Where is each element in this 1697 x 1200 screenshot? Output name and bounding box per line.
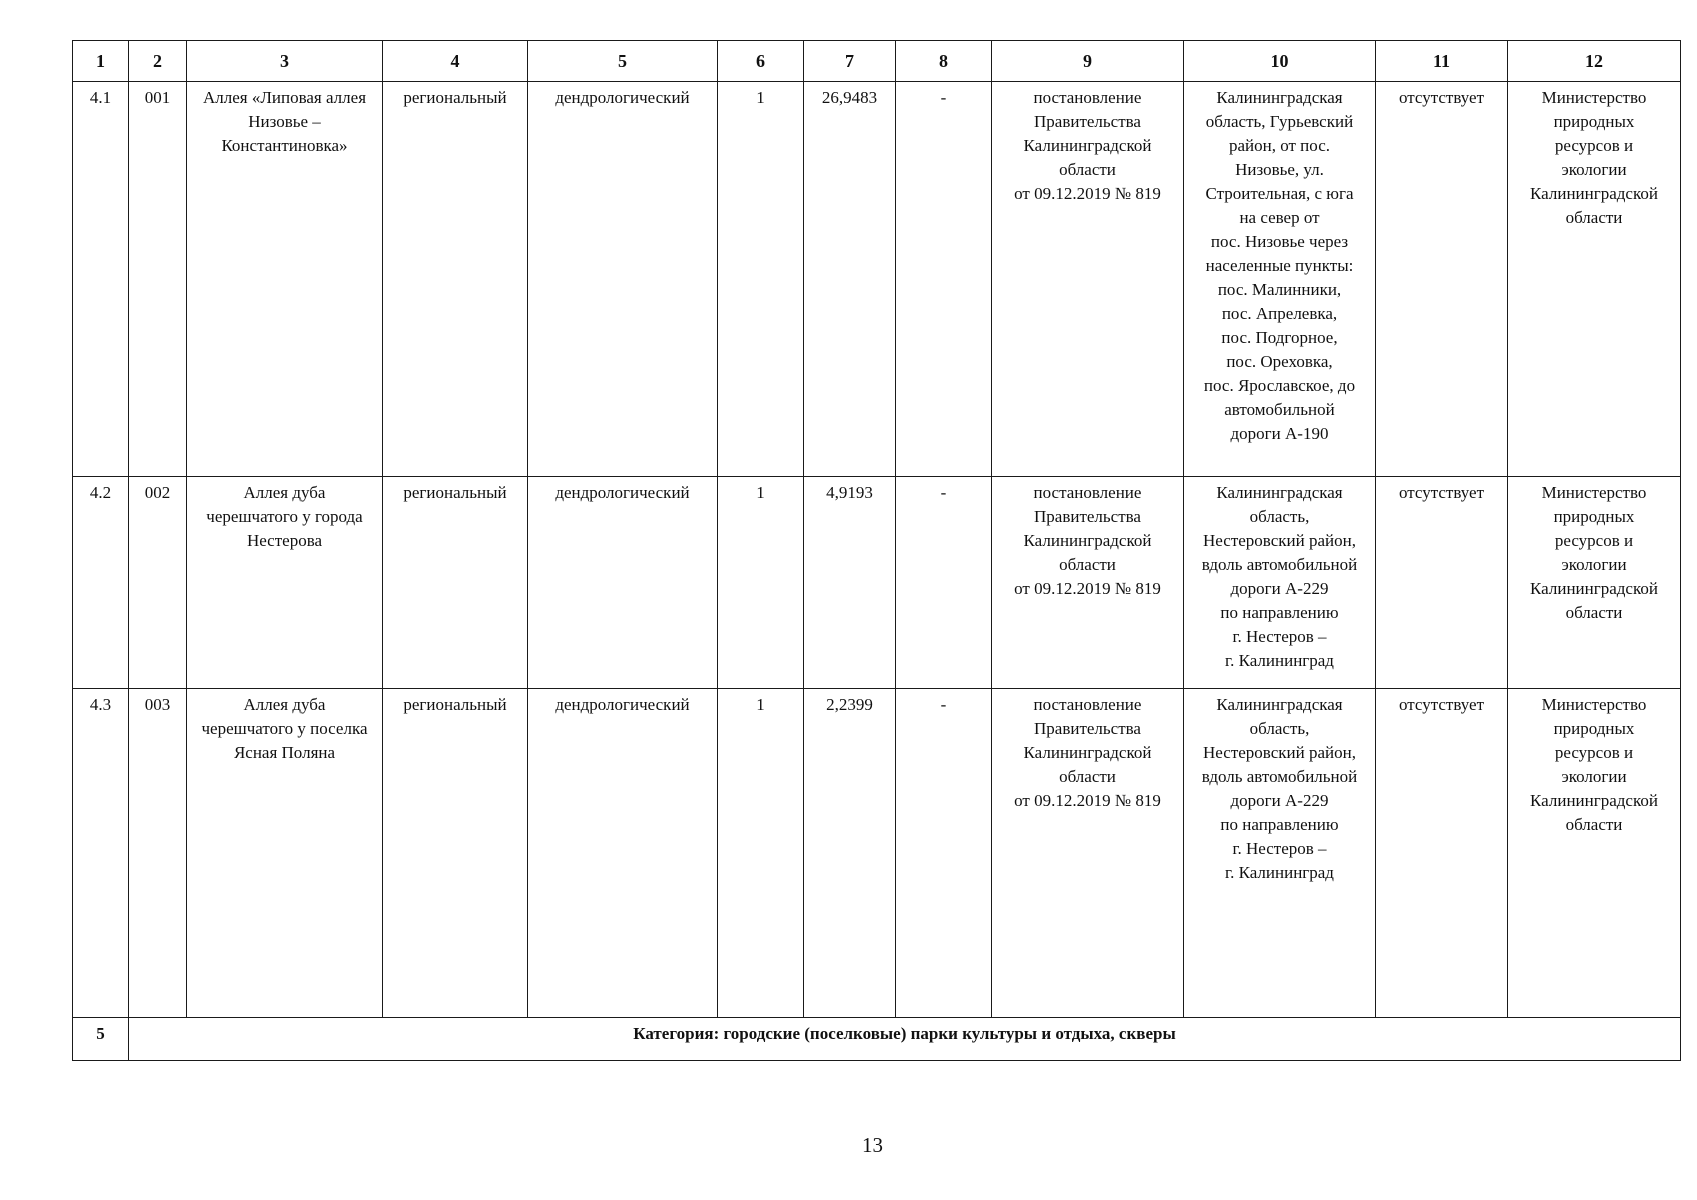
category-number: 5 — [73, 1018, 129, 1061]
founding-document: постановление Правительства Калининградской области от 09.12.2019 № 819 — [992, 477, 1184, 689]
category-row — [73, 1018, 1681, 1061]
table-header — [73, 41, 1681, 82]
column-8-value: - — [896, 82, 992, 477]
row-number: 4.3 — [73, 689, 129, 1018]
managing-authority: Министерство природных ресурсов и экологии Калининградской области — [1508, 477, 1681, 689]
row-number: 4.1 — [73, 82, 129, 477]
column-header-4: 4 — [383, 41, 528, 82]
count: 1 — [718, 82, 804, 477]
column-header-6: 6 — [718, 41, 804, 82]
significance: региональный — [383, 689, 528, 1018]
area: 26,9483 — [804, 82, 896, 477]
object-code: 003 — [129, 689, 187, 1018]
column-header-7: 7 — [804, 41, 896, 82]
row-number: 4.2 — [73, 477, 129, 689]
object-code: 001 — [129, 82, 187, 477]
table-row — [73, 82, 1681, 477]
column-header-10: 10 — [1184, 41, 1376, 82]
area: 2,2399 — [804, 689, 896, 1018]
area: 4,9193 — [804, 477, 896, 689]
founding-document: постановление Правительства Калининградской области от 09.12.2019 № 819 — [992, 82, 1184, 477]
location: Калининградская область, Нестеровский район, вдоль автомобильной дороги А-229 по направлению г. Нестеров – г. Калининград — [1184, 689, 1376, 1018]
column-header-1: 1 — [73, 41, 129, 82]
column-header-3: 3 — [187, 41, 383, 82]
column-header-8: 8 — [896, 41, 992, 82]
header-row — [73, 41, 1681, 82]
profile: дендрологический — [528, 689, 718, 1018]
count: 1 — [718, 477, 804, 689]
column-header-5: 5 — [528, 41, 718, 82]
protection-zone: отсутствует — [1376, 477, 1508, 689]
page-number: 13 — [862, 1133, 883, 1157]
location: Калининградская область, Гурьевский район, от пос. Низовье, ул. Строительная, с юга на север от пос. Низовье через населенные пункты: пос. Малинники, пос. Апрелевка, пос. Подгорное, пос. Ореховка, пос. Ярославское, до автомобильной дороги А-190 — [1184, 82, 1376, 477]
column-header-2: 2 — [129, 41, 187, 82]
table-body — [73, 82, 1681, 1061]
table-row — [73, 477, 1681, 689]
column-header-12: 12 — [1508, 41, 1681, 82]
profile: дендрологический — [528, 82, 718, 477]
category-title: Категория: городские (поселковые) парки культуры и отдыха, скверы — [129, 1018, 1681, 1061]
object-code: 002 — [129, 477, 187, 689]
column-8-value: - — [896, 477, 992, 689]
location: Калининградская область, Нестеровский район, вдоль автомобильной дороги А-229 по направлению г. Нестеров – г. Калининград — [1184, 477, 1376, 689]
object-name: Аллея «Липовая аллея Низовье – Константиновка» — [187, 82, 383, 477]
registry-table — [72, 40, 1681, 1061]
count: 1 — [718, 689, 804, 1018]
column-header-9: 9 — [992, 41, 1184, 82]
column-8-value: - — [896, 689, 992, 1018]
managing-authority: Министерство природных ресурсов и экологии Калининградской области — [1508, 82, 1681, 477]
object-name: Аллея дуба черешчатого у поселка Ясная Поляна — [187, 689, 383, 1018]
profile: дендрологический — [528, 477, 718, 689]
object-name: Аллея дуба черешчатого у города Нестерова — [187, 477, 383, 689]
founding-document: постановление Правительства Калининградской области от 09.12.2019 № 819 — [992, 689, 1184, 1018]
significance: региональный — [383, 82, 528, 477]
protection-zone: отсутствует — [1376, 689, 1508, 1018]
protection-zone: отсутствует — [1376, 82, 1508, 477]
significance: региональный — [383, 477, 528, 689]
table-row — [73, 689, 1681, 1018]
column-header-11: 11 — [1376, 41, 1508, 82]
managing-authority: Министерство природных ресурсов и экологии Калининградской области — [1508, 689, 1681, 1018]
